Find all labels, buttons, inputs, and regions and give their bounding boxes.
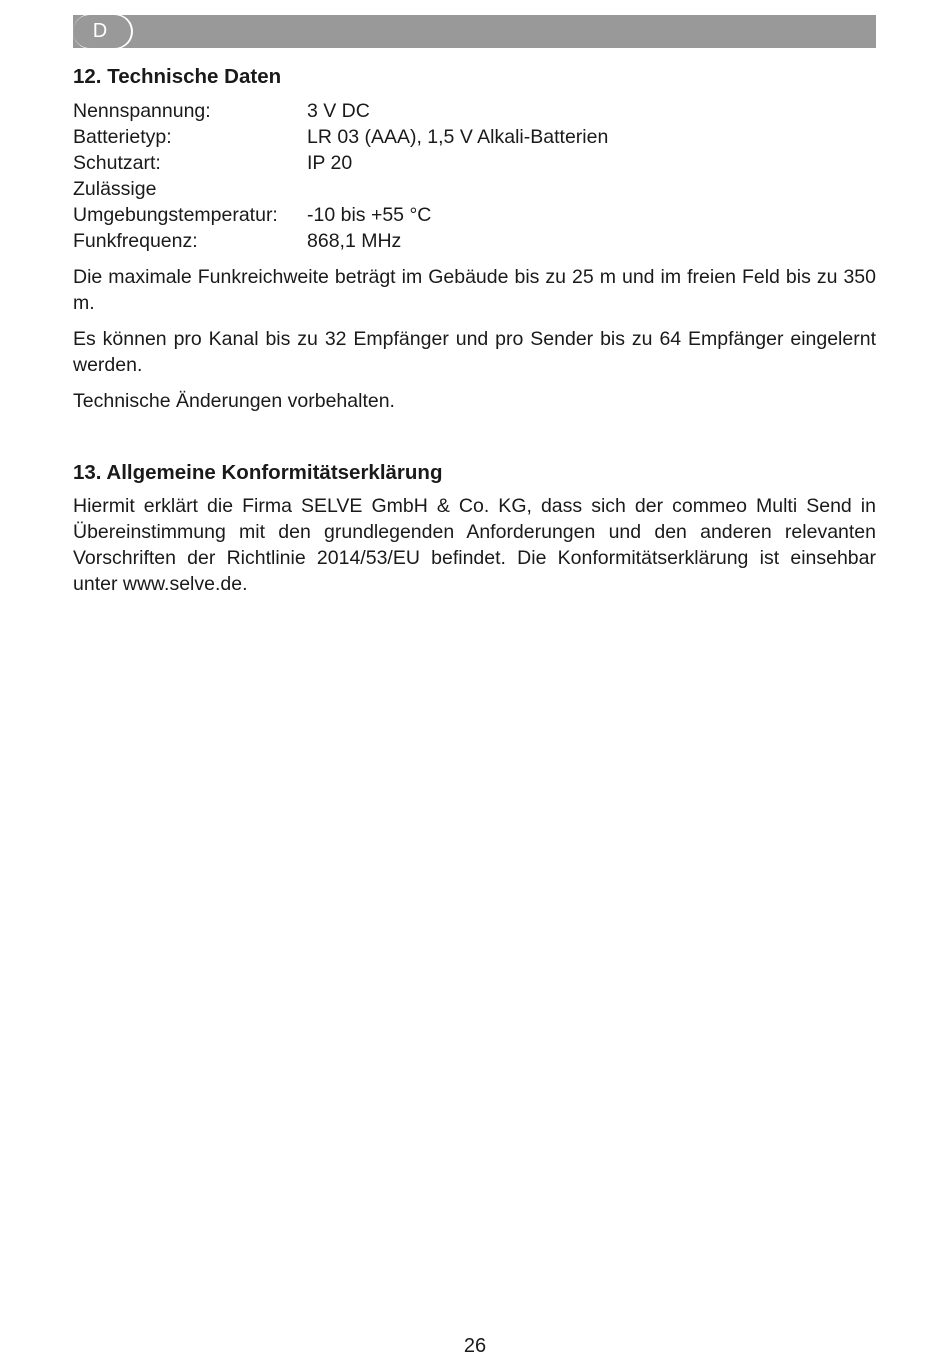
spec-row [73, 150, 608, 176]
spec-value: -10 bis +55 °C [307, 204, 432, 226]
section-conformity [73, 460, 876, 597]
paragraph-range: Die maximale Funkreichweite beträgt im Gebäude bis zu 25 m und im freien Feld bis zu 350 m. [73, 266, 876, 314]
spec-label: Umgebungstemperatur: [73, 204, 278, 226]
spec-label: Zulässige [73, 178, 157, 200]
section-title: 13. Allgemeine Konformitätserklärung [73, 461, 443, 484]
spec-label: Nennspannung: [73, 100, 211, 122]
spec-label: Batterietyp: [73, 126, 172, 148]
page-number: 26 [463, 1335, 487, 1357]
spec-row [73, 202, 608, 228]
paragraph-changes: Technische Änderungen vorbehalten. [73, 390, 395, 412]
spec-value: 3 V DC [307, 100, 370, 122]
spec-row [73, 228, 608, 254]
spec-label: Funkfrequenz: [73, 230, 198, 252]
spec-row [73, 124, 608, 150]
spec-value [307, 176, 608, 202]
language-code: D [92, 20, 108, 42]
spec-row [73, 98, 608, 124]
spec-value: IP 20 [307, 152, 353, 174]
section-technical-data [73, 64, 876, 414]
paragraph-receivers: Es können pro Kanal bis zu 32 Empfänger und pro Sender bis zu 64 Empfänger eingelernt werden. [73, 328, 876, 376]
spec-table [73, 98, 608, 254]
spec-label: Schutzart: [73, 152, 161, 174]
spec-value: 868,1 MHz [307, 230, 402, 252]
header-bar [73, 15, 876, 48]
spec-row [73, 176, 608, 202]
page-content [73, 60, 876, 597]
paragraph-conformity: Hiermit erklärt die Firma SELVE GmbH & Co. KG, dass sich der commeo Multi Send in Übereinstimmung mit den grundlegenden Anforderungen und den anderen relevanten Vorschriften der Richtlinie 2014/53/EU befindet. Die Konformitätserklärung ist einsehbar unter www.selve.de. [73, 495, 876, 595]
section-title: 12. Technische Daten [73, 65, 282, 88]
spec-value: LR 03 (AAA), 1,5 V Alkali-Batterien [307, 126, 609, 148]
